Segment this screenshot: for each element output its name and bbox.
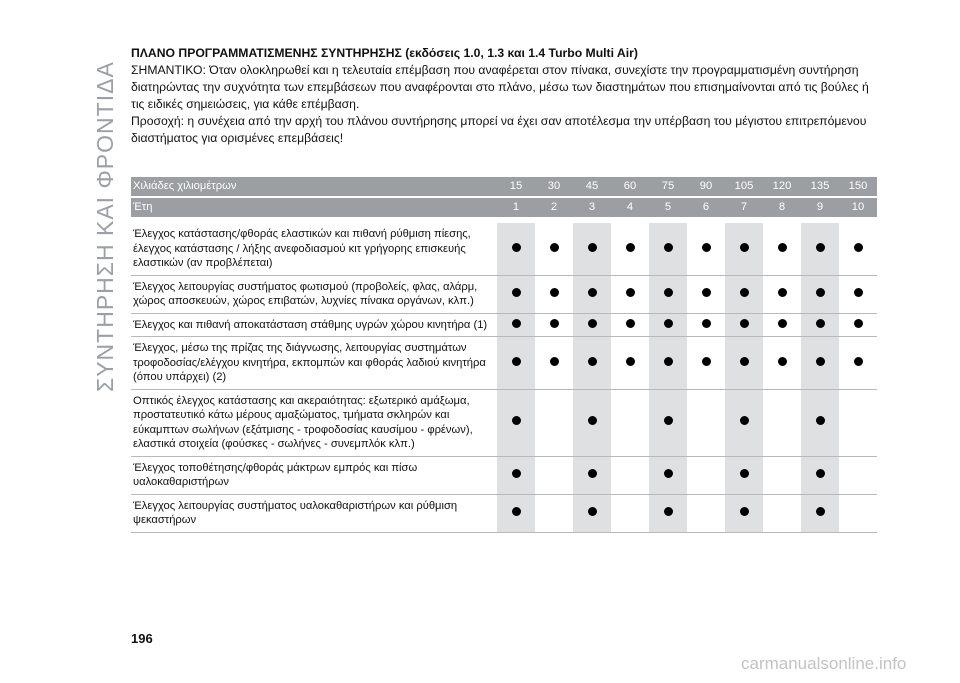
service-dot-icon	[778, 288, 787, 297]
service-dot-icon	[740, 416, 749, 425]
service-dot-icon	[664, 416, 673, 425]
interval-cell	[763, 220, 801, 275]
interval-cell	[535, 389, 573, 456]
interval-cell	[649, 456, 687, 494]
schedule-row	[131, 275, 877, 313]
interval-cell	[573, 456, 611, 494]
schedule-row	[131, 456, 877, 494]
year-header-cell: 8	[763, 197, 801, 220]
interval-cell	[573, 220, 611, 275]
service-dot-icon	[550, 288, 559, 297]
interval-cell	[497, 313, 535, 337]
interval-cell	[839, 313, 877, 337]
year-header-cell: 10	[839, 197, 877, 220]
interval-cell	[801, 337, 839, 390]
interval-cell	[801, 456, 839, 494]
interval-cell	[573, 313, 611, 337]
interval-cell	[763, 494, 801, 532]
interval-cell	[535, 456, 573, 494]
interval-cell	[611, 337, 649, 390]
schedule-heading: ΠΛΑΝΟ ΠΡΟΓΡΑΜΜΑΤΙΣΜΕΝΗΣ ΣΥΝΤΗΡΗΣΗΣ (εκδόσεις 1.0, 1.3 και 1.4 Turbo Multi Air)	[131, 46, 638, 60]
service-dot-icon	[816, 288, 825, 297]
interval-cell	[763, 313, 801, 337]
service-dot-icon	[740, 357, 749, 366]
section-side-title-text: ΣΥΝΤΗΡΗΣΗ ΚΑΙ ΦΡΟΝΤΙΔΑ	[92, 61, 118, 392]
interval-cell	[725, 337, 763, 390]
interval-cell	[649, 389, 687, 456]
km-header-cell: 135	[801, 177, 839, 197]
service-dot-icon	[664, 507, 673, 516]
interval-cell	[687, 313, 725, 337]
service-dot-icon	[854, 357, 863, 366]
interval-cell	[497, 275, 535, 313]
service-dot-icon	[626, 319, 635, 328]
interval-cell	[535, 494, 573, 532]
service-dot-icon	[778, 357, 787, 366]
km-header-cell: 75	[649, 177, 687, 197]
km-header-label: Χιλιάδες χιλιομέτρων	[131, 177, 497, 197]
service-dot-icon	[702, 288, 711, 297]
service-dot-icon	[588, 288, 597, 297]
interval-cell	[725, 494, 763, 532]
interval-cell	[687, 275, 725, 313]
interval-cell	[687, 494, 725, 532]
interval-cell	[611, 456, 649, 494]
interval-cell	[763, 275, 801, 313]
interval-cell	[839, 275, 877, 313]
interval-cell	[573, 494, 611, 532]
interval-cell	[611, 389, 649, 456]
service-dot-icon	[550, 319, 559, 328]
service-dot-icon	[854, 243, 863, 252]
service-dot-icon	[702, 243, 711, 252]
service-dot-icon	[588, 357, 597, 366]
interval-cell	[649, 337, 687, 390]
interval-cell	[497, 220, 535, 275]
service-dot-icon	[588, 319, 597, 328]
service-dot-icon	[816, 243, 825, 252]
service-dot-icon	[816, 469, 825, 478]
interval-cell	[687, 220, 725, 275]
intro-block	[131, 45, 879, 147]
interval-cell	[535, 313, 573, 337]
interval-cell	[725, 220, 763, 275]
site-watermark: carmanualsonline.info	[741, 654, 907, 673]
interval-cell	[839, 220, 877, 275]
service-dot-icon	[664, 469, 673, 478]
interval-cell	[839, 456, 877, 494]
service-dot-icon	[512, 243, 521, 252]
years-header-row	[131, 197, 877, 220]
interval-cell	[763, 337, 801, 390]
interval-cell	[497, 494, 535, 532]
year-header-cell: 1	[497, 197, 535, 220]
service-dot-icon	[854, 288, 863, 297]
interval-cell	[687, 337, 725, 390]
service-dot-icon	[512, 288, 521, 297]
km-header-cell: 150	[839, 177, 877, 197]
maintenance-task-text: Έλεγχος και πιθανή αποκατάσταση στάθμης υγρών χώρου κινητήρα (1)	[131, 313, 497, 337]
km-header-cell: 120	[763, 177, 801, 197]
interval-cell	[725, 456, 763, 494]
interval-cell	[611, 220, 649, 275]
service-dot-icon	[626, 357, 635, 366]
service-dot-icon	[664, 288, 673, 297]
service-dot-icon	[778, 319, 787, 328]
service-dot-icon	[740, 288, 749, 297]
service-dot-icon	[702, 319, 711, 328]
schedule-row	[131, 494, 877, 532]
maintenance-task-text: Έλεγχος τοποθέτησης/φθοράς μάκτρων εμπρός και πίσω υαλοκαθαριστήρων	[131, 456, 497, 494]
service-dot-icon	[740, 469, 749, 478]
maintenance-task-text: Έλεγχος κατάστασης/φθοράς ελαστικών και πιθανή ρύθμιση πίεσης, έλεγχος κατάστασης / λήξης ανεφοδιασμού κιτ γρήγορης επισκευής ελαστικών (αν προβλέπεται)	[131, 220, 497, 275]
service-dot-icon	[512, 319, 521, 328]
service-dot-icon	[588, 507, 597, 516]
interval-cell	[725, 313, 763, 337]
service-dot-icon	[512, 357, 521, 366]
interval-cell	[573, 275, 611, 313]
km-header-cell: 45	[573, 177, 611, 197]
interval-cell	[801, 220, 839, 275]
interval-cell	[573, 389, 611, 456]
service-dot-icon	[664, 319, 673, 328]
service-dot-icon	[550, 243, 559, 252]
interval-cell	[611, 494, 649, 532]
service-dot-icon	[740, 319, 749, 328]
service-dot-icon	[512, 507, 521, 516]
service-dot-icon	[816, 507, 825, 516]
maintenance-task-text: Έλεγχος λειτουργίας συστήματος φωτισμού (προβολείς, φλας, αλάρμ, χώρος αποσκευών, χώρος επιβατών, λυχνίες πίνακα οργάνων, κλπ.)	[131, 275, 497, 313]
page-number: 196	[131, 631, 153, 646]
interval-cell	[725, 275, 763, 313]
years-header-label: Έτη	[131, 197, 497, 220]
interval-cell	[573, 337, 611, 390]
schedule-row	[131, 313, 877, 337]
service-dot-icon	[778, 243, 787, 252]
service-dot-icon	[664, 243, 673, 252]
interval-cell	[649, 313, 687, 337]
important-note: ΣΗΜΑΝΤΙΚΟ: Όταν ολοκληρωθεί και η τελευταία επέμβαση που αναφέρεται στον πίνακα, συνεχίστε την προγραμματισμένη συντήρηση διατηρώντας την συχνότητα των επεμβάσεων που αναφέρονται στο πλάνο, μέσω των διαστημάτων που επισημαίνονται από τις βούλες ή τις ειδικές σημειώσεις, για κάθε επέμβαση.	[131, 63, 869, 111]
interval-cell	[725, 389, 763, 456]
service-dot-icon	[740, 507, 749, 516]
interval-cell	[535, 220, 573, 275]
interval-cell	[649, 220, 687, 275]
year-header-cell: 9	[801, 197, 839, 220]
service-dot-icon	[626, 288, 635, 297]
section-side-title	[70, 40, 118, 400]
interval-cell	[611, 313, 649, 337]
interval-cell	[535, 337, 573, 390]
maintenance-task-text: Έλεγχος λειτουργίας συστήματος υαλοκαθαριστήρων και ρύθμιση ψεκαστήρων	[131, 494, 497, 532]
service-dot-icon	[854, 319, 863, 328]
km-header-cell: 105	[725, 177, 763, 197]
maintenance-task-text: Οπτικός έλεγχος κατάστασης και ακεραιότητας: εξωτερικό αμάξωμα, προστατευτικό κάτω μέρους αμαξώματος, τμήματα σκληρών και εύκαμπτων σωλήνων (εξάτμισης - τροφοδοσίας καυσίμου - φρένων), ελαστικά στοιχεία (φούσκες - σωλήνες - συνεμπλόκ κλπ.)	[131, 389, 497, 456]
interval-cell	[649, 275, 687, 313]
interval-cell	[687, 456, 725, 494]
schedule-body	[131, 220, 877, 532]
interval-cell	[801, 494, 839, 532]
service-dot-icon	[512, 416, 521, 425]
service-dot-icon	[512, 469, 521, 478]
interval-cell	[839, 494, 877, 532]
schedule-row	[131, 337, 877, 390]
service-dot-icon	[702, 357, 711, 366]
interval-cell	[497, 389, 535, 456]
schedule-row	[131, 389, 877, 456]
km-header-cell: 60	[611, 177, 649, 197]
service-dot-icon	[550, 357, 559, 366]
interval-cell	[763, 456, 801, 494]
year-header-cell: 6	[687, 197, 725, 220]
schedule-row	[131, 220, 877, 275]
km-header-cell: 15	[497, 177, 535, 197]
warning-note: Προσοχή: η συνέχεια από την αρχή του πλάνου συντήρησης μπορεί να έχει σαν αποτέλεσμα την υπέρβαση του μέγιστου επιτρεπόμενου διαστήματος για ορισμένες επεμβάσεις!	[131, 114, 867, 145]
year-header-cell: 2	[535, 197, 573, 220]
interval-cell	[839, 337, 877, 390]
service-dot-icon	[740, 243, 749, 252]
interval-cell	[497, 456, 535, 494]
interval-cell	[801, 313, 839, 337]
interval-cell	[801, 389, 839, 456]
interval-cell	[763, 389, 801, 456]
service-dot-icon	[816, 357, 825, 366]
interval-cell	[687, 389, 725, 456]
service-dot-icon	[626, 243, 635, 252]
interval-cell	[839, 389, 877, 456]
maintenance-task-text: Έλεγχος, μέσω της πρίζας της διάγνωσης, λειτουργίας συστημάτων τροφοδοσίας/ελέγχου κινητήρα, εκπομπών και φθοράς λαδιού κινητήρα (όπου υπάρχει) (2)	[131, 337, 497, 390]
year-header-cell: 5	[649, 197, 687, 220]
year-header-cell: 7	[725, 197, 763, 220]
km-header-cell: 90	[687, 177, 725, 197]
interval-cell	[535, 275, 573, 313]
year-header-cell: 3	[573, 197, 611, 220]
year-header-cell: 4	[611, 197, 649, 220]
maintenance-schedule-table	[131, 177, 877, 533]
service-dot-icon	[664, 357, 673, 366]
service-dot-icon	[588, 243, 597, 252]
km-header-row	[131, 177, 877, 197]
service-dot-icon	[816, 416, 825, 425]
interval-cell	[649, 494, 687, 532]
service-dot-icon	[588, 469, 597, 478]
service-dot-icon	[816, 319, 825, 328]
interval-cell	[801, 275, 839, 313]
service-dot-icon	[588, 416, 597, 425]
interval-cell	[611, 275, 649, 313]
km-header-cell: 30	[535, 177, 573, 197]
interval-cell	[497, 337, 535, 390]
